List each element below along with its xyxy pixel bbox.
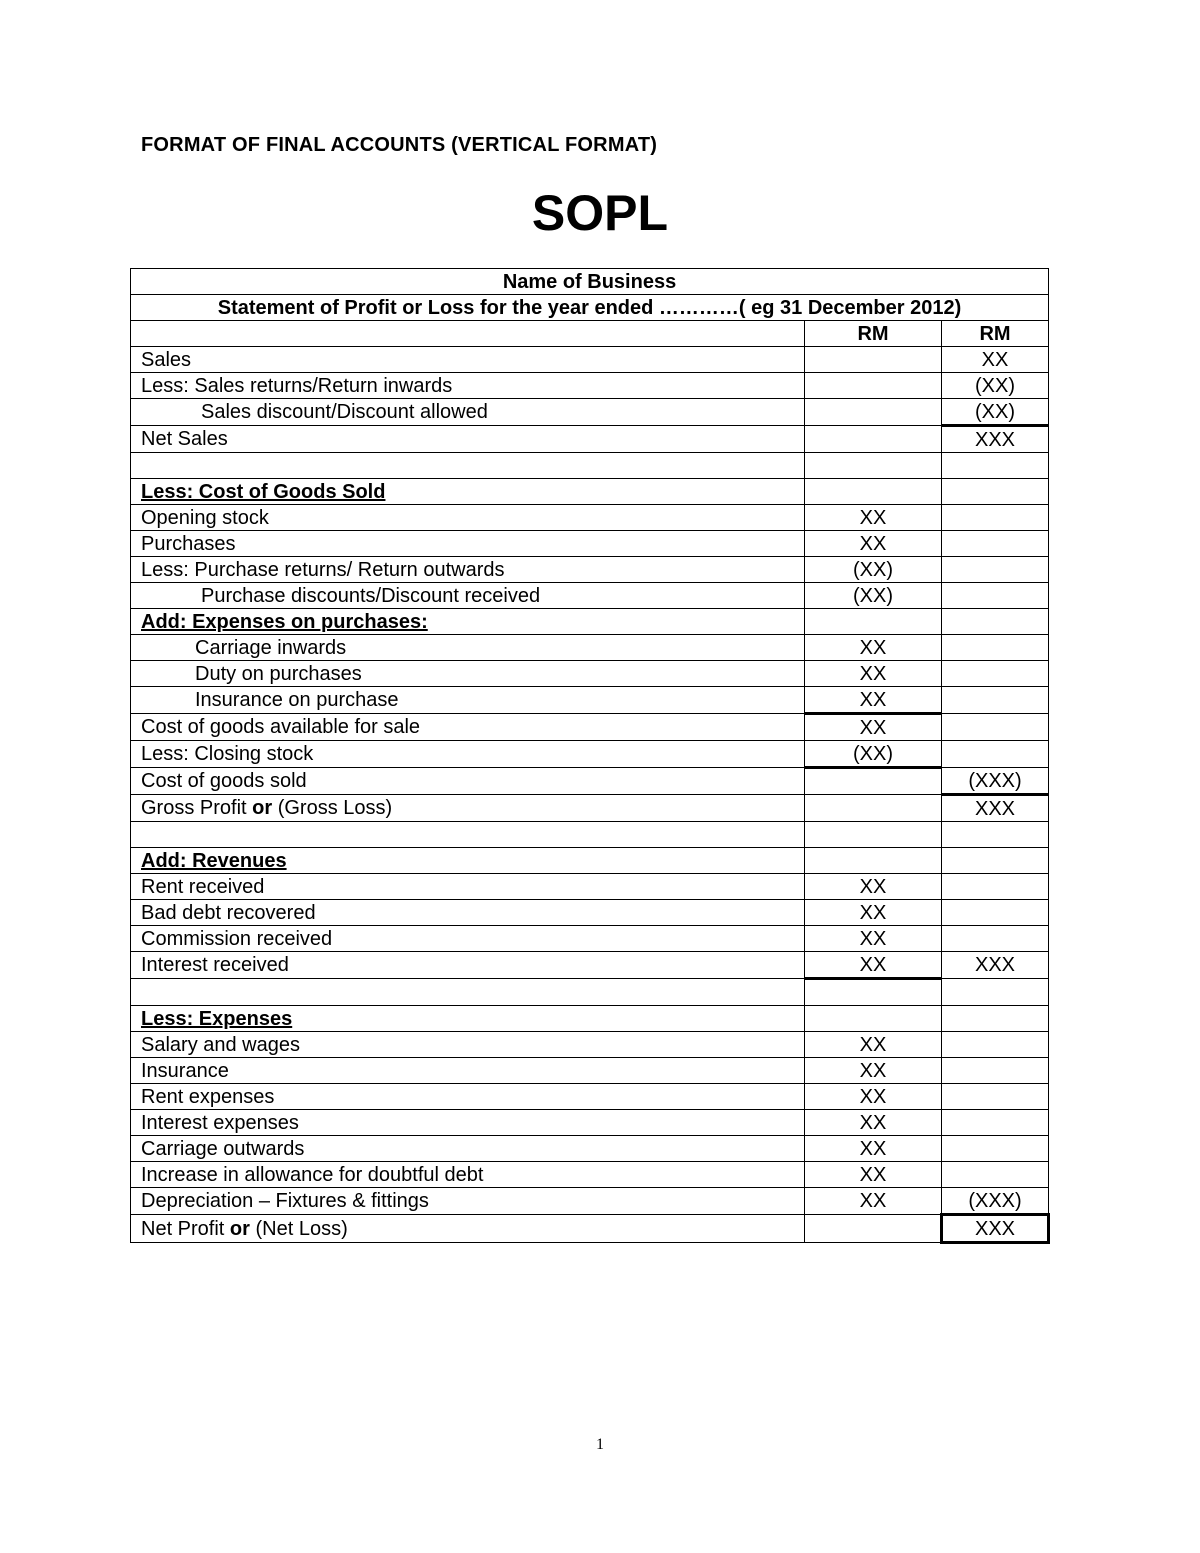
col2-value: XXX <box>942 795 1049 822</box>
table-row <box>131 347 1049 373</box>
row-label: Bad debt recovered <box>131 900 805 926</box>
blank-cell <box>805 848 942 874</box>
row-label: Rent received <box>131 874 805 900</box>
table-row <box>131 426 1049 453</box>
col1-value <box>805 426 942 453</box>
col1-value: XX <box>805 900 942 926</box>
col1-value <box>805 373 942 399</box>
document-heading: FORMAT OF FINAL ACCOUNTS (VERTICAL FORMAT) <box>141 134 658 156</box>
row-label: Cost of goods sold <box>131 768 805 795</box>
col1-value: XX <box>805 1110 942 1136</box>
col1-value: XX <box>805 661 942 687</box>
sopl-table <box>130 268 1050 1244</box>
row-label: Less: Closing stock <box>131 741 805 768</box>
blank-cell <box>131 822 805 848</box>
col2-value: (XXX) <box>942 1188 1049 1215</box>
col2-value <box>942 1084 1049 1110</box>
blank-cell <box>805 609 942 635</box>
col2-value <box>942 1032 1049 1058</box>
table-row <box>131 1006 1049 1032</box>
section-heading: Add: Expenses on purchases: <box>131 609 805 635</box>
table-row <box>131 1084 1049 1110</box>
col2-value <box>942 505 1049 531</box>
row-label: Sales <box>131 347 805 373</box>
blank-cell <box>805 453 942 479</box>
col1-value: XX <box>805 1084 942 1110</box>
col1-value <box>805 1215 942 1243</box>
col1-value: XX <box>805 1162 942 1188</box>
row-label: Purchase discounts/Discount received <box>131 583 805 609</box>
table-header-row <box>131 295 1049 321</box>
table-row <box>131 926 1049 952</box>
col1-value: XX <box>805 505 942 531</box>
table-row <box>131 557 1049 583</box>
table-row <box>131 1188 1049 1215</box>
row-label: Less: Purchase returns/ Return outwards <box>131 557 805 583</box>
table-row <box>131 687 1049 714</box>
blank-cell <box>942 979 1049 1006</box>
table-row <box>131 741 1049 768</box>
table-row <box>131 874 1049 900</box>
table-row <box>131 795 1049 822</box>
row-label: Interest expenses <box>131 1110 805 1136</box>
col2-value: XX <box>942 347 1049 373</box>
col1-value: XX <box>805 1188 942 1215</box>
col1-value <box>805 399 942 426</box>
col2-value <box>942 1110 1049 1136</box>
row-label: Insurance <box>131 1058 805 1084</box>
row-label: Insurance on purchase <box>131 687 805 714</box>
col1-value: XX <box>805 1058 942 1084</box>
table-row <box>131 768 1049 795</box>
statement-subtitle: Statement of Profit or Loss for the year ended …………( eg 31 December 2012) <box>131 295 1049 321</box>
table-row <box>131 505 1049 531</box>
label-text: (Net Loss) <box>249 1217 348 1240</box>
page-number: 1 <box>596 1436 604 1453</box>
col1-header: RM <box>805 321 942 347</box>
table-row <box>131 1032 1049 1058</box>
col1-value: XX <box>805 531 942 557</box>
table-header-row <box>131 321 1049 347</box>
blank-cell <box>805 479 942 505</box>
col1-value: XX <box>805 874 942 900</box>
table-row <box>131 1136 1049 1162</box>
col1-value <box>805 347 942 373</box>
net-profit-value: XXX <box>942 1215 1049 1243</box>
table-row <box>131 848 1049 874</box>
row-label: Interest received <box>131 952 805 979</box>
table-row <box>131 531 1049 557</box>
col1-value: XX <box>805 952 942 979</box>
col1-value: XX <box>805 1136 942 1162</box>
blank-row <box>131 453 1049 479</box>
blank-row <box>131 822 1049 848</box>
row-label: Duty on purchases <box>131 661 805 687</box>
col1-value: XX <box>805 926 942 952</box>
row-label: Salary and wages <box>131 1032 805 1058</box>
col1-value: XX <box>805 687 942 714</box>
row-label: Carriage outwards <box>131 1136 805 1162</box>
or-word: or <box>252 797 273 819</box>
label-text: Net Profit <box>141 1217 230 1240</box>
blank-row <box>131 979 1049 1006</box>
col2-value: XXX <box>942 952 1049 979</box>
blank-cell <box>131 453 805 479</box>
col1-value <box>805 795 942 822</box>
row-label: Opening stock <box>131 505 805 531</box>
row-label: Rent expenses <box>131 1084 805 1110</box>
label-text: Gross Profit <box>141 797 253 819</box>
col1-value: XX <box>805 635 942 661</box>
blank-cell <box>942 822 1049 848</box>
col2-value <box>942 531 1049 557</box>
section-heading: Less: Cost of Goods Sold <box>131 479 805 505</box>
col2-value <box>942 741 1049 768</box>
blank-cell <box>942 479 1049 505</box>
table-row <box>131 900 1049 926</box>
table-row <box>131 1110 1049 1136</box>
col1-value: XX <box>805 714 942 741</box>
col2-value <box>942 874 1049 900</box>
col2-value <box>942 661 1049 687</box>
row-label: Cost of goods available for sale <box>131 714 805 741</box>
blank-cell <box>942 848 1049 874</box>
or-word: or <box>229 1217 250 1240</box>
col2-value: (XXX) <box>942 768 1049 795</box>
table-row <box>131 952 1049 979</box>
row-label: Sales discount/Discount allowed <box>131 399 805 426</box>
table-row <box>131 399 1049 426</box>
col2-header: RM <box>942 321 1049 347</box>
table-row <box>131 661 1049 687</box>
document-title: SOPL <box>531 185 669 241</box>
blank-cell <box>942 453 1049 479</box>
row-label: Depreciation – Fixtures & fittings <box>131 1188 805 1215</box>
col2-value: (XX) <box>942 399 1049 426</box>
blank-cell <box>942 1006 1049 1032</box>
col1-value: (XX) <box>805 557 942 583</box>
col2-value <box>942 714 1049 741</box>
col2-value <box>942 900 1049 926</box>
table-row <box>131 1058 1049 1084</box>
col2-value <box>942 583 1049 609</box>
table-row <box>131 583 1049 609</box>
table-header-row <box>131 269 1049 295</box>
col1-value: (XX) <box>805 583 942 609</box>
table-row <box>131 479 1049 505</box>
table-row <box>131 609 1049 635</box>
blank-cell <box>805 979 942 1006</box>
row-label: Net Sales <box>131 426 805 453</box>
business-name: Name of Business <box>131 269 1049 295</box>
row-label: Carriage inwards <box>131 635 805 661</box>
col2-value <box>942 1162 1049 1188</box>
col1-value <box>805 768 942 795</box>
row-label: Purchases <box>131 531 805 557</box>
section-heading: Add: Revenues <box>131 848 805 874</box>
row-label: Increase in allowance for doubtful debt <box>131 1162 805 1188</box>
table-row <box>131 1162 1049 1188</box>
section-heading: Less: Expenses <box>131 1006 805 1032</box>
col2-value <box>942 557 1049 583</box>
row-label <box>131 1215 805 1243</box>
blank-cell <box>805 1006 942 1032</box>
blank-cell <box>131 979 805 1006</box>
table-row <box>131 1215 1049 1243</box>
blank-cell <box>805 822 942 848</box>
table-row <box>131 373 1049 399</box>
col1-value: XX <box>805 1032 942 1058</box>
col2-value <box>942 1058 1049 1084</box>
row-label <box>131 795 805 822</box>
label-text: (Gross Loss) <box>272 797 393 819</box>
blank-cell <box>131 321 805 347</box>
col2-value: XXX <box>942 426 1049 453</box>
col2-value: (XX) <box>942 373 1049 399</box>
table-row <box>131 635 1049 661</box>
row-label: Less: Sales returns/Return inwards <box>131 373 805 399</box>
col2-value <box>942 687 1049 714</box>
col2-value <box>942 926 1049 952</box>
col2-value <box>942 635 1049 661</box>
row-label: Commission received <box>131 926 805 952</box>
table-row <box>131 714 1049 741</box>
col2-value <box>942 1136 1049 1162</box>
blank-cell <box>942 609 1049 635</box>
col1-value: (XX) <box>805 741 942 768</box>
